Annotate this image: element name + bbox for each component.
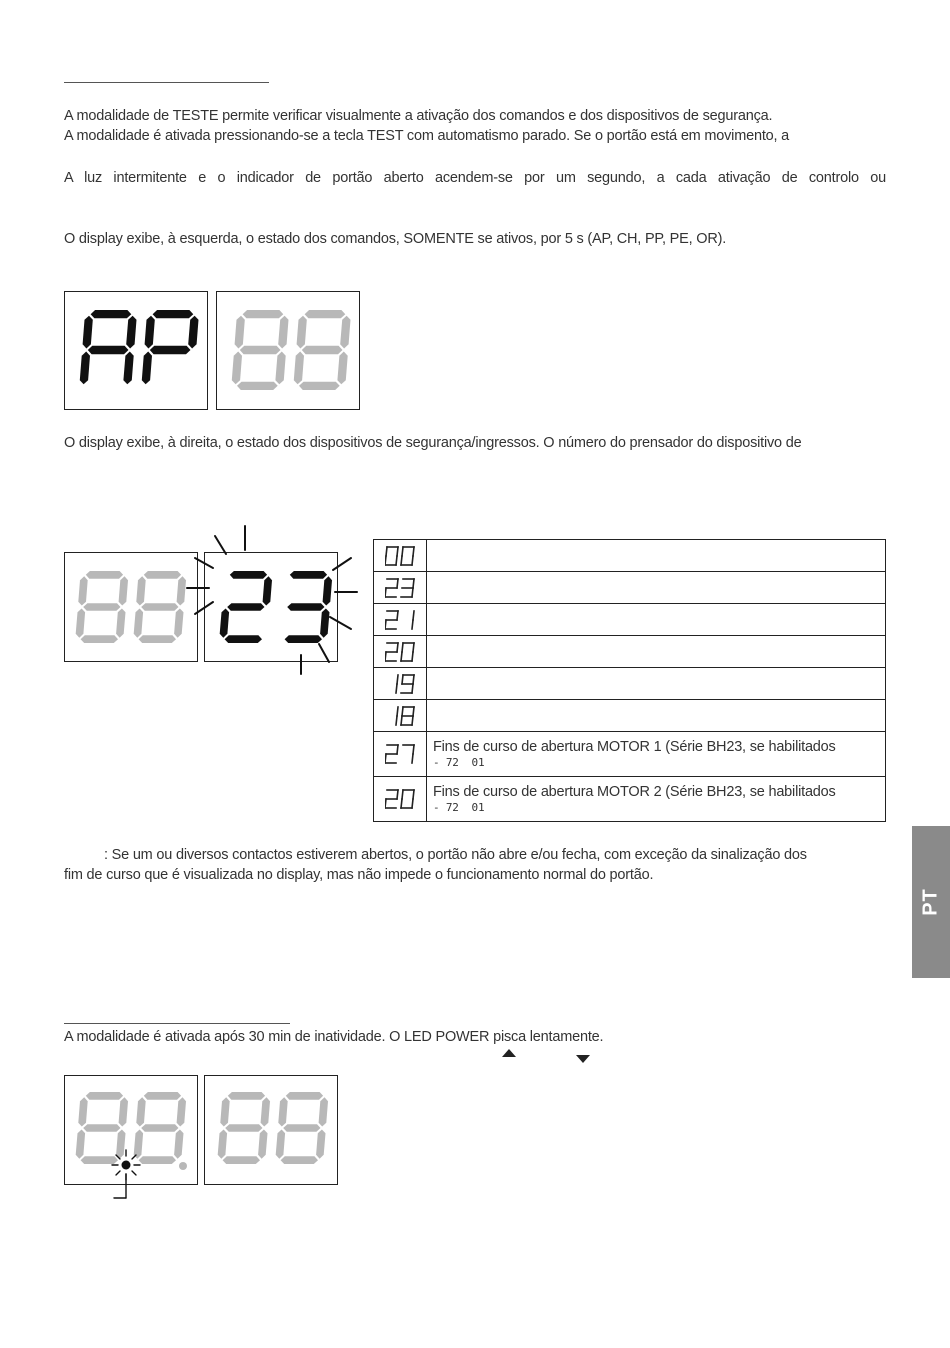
- code-cell: [374, 636, 427, 668]
- code-value: [385, 641, 415, 663]
- code-value: [385, 788, 415, 810]
- note-line-2: fim de curso que é visualizada no display, mas não impede o funcionamento normal do portão.: [64, 867, 654, 883]
- arrow-up-icon: [502, 1049, 516, 1057]
- code-description-text: Fins de curso de abertura MOTOR 1 (Série BH23, se habilitados: [433, 739, 836, 755]
- code-description: [427, 572, 886, 604]
- table-row: [374, 540, 886, 572]
- standby-paragraph: A modalidade é ativada após 30 min de inatividade. O LED POWER pisca lentamente.: [64, 1029, 604, 1045]
- code-cell: [374, 668, 427, 700]
- decimal-point-dot: [179, 1162, 187, 1170]
- seven-segment-digit: [134, 571, 186, 643]
- display-safety-left: [64, 552, 198, 662]
- code-cell: [374, 700, 427, 732]
- test-paragraph-line-1: A modalidade de TESTE permite verificar visualmente a ativação dos comandos e dos dispositivos de segurança.: [64, 108, 773, 124]
- code-description-sub: - 72 01: [433, 801, 485, 814]
- language-tab-label: PT: [919, 888, 942, 916]
- test-paragraph-line-2: A modalidade é ativada pressionando-se a tecla TEST com automatismo parado. Se o portão está em movimento, a: [64, 128, 790, 144]
- table-row: [374, 777, 886, 822]
- code-description-text: Fins de curso de abertura MOTOR 2 (Série BH23, se habilitados: [433, 784, 836, 800]
- language-tab: [912, 826, 950, 978]
- code-value: [385, 577, 415, 599]
- display-commands-left: [64, 291, 208, 410]
- code-cell: [374, 604, 427, 636]
- table-row: [374, 732, 886, 777]
- section-rule-standby: [64, 1023, 290, 1024]
- seven-segment-digit: [142, 310, 199, 384]
- display-commands-right: [216, 291, 360, 410]
- note-line-1: [64, 845, 886, 865]
- code-value: [385, 609, 415, 631]
- code-cell: [374, 540, 427, 572]
- table-row: [374, 700, 886, 732]
- code-description: [427, 777, 886, 822]
- blink-rays-icon: [185, 522, 365, 682]
- arrow-down-icon: [576, 1055, 590, 1063]
- display-right-paragraph: O display exibe, à direita, o estado dos dispositivos de segurança/ingressos. O número do prensador do dispositivo de: [64, 435, 802, 451]
- code-description: [427, 700, 886, 732]
- code-value: [385, 545, 415, 567]
- code-cell: [374, 572, 427, 604]
- code-description: [427, 732, 886, 777]
- code-description: [427, 668, 886, 700]
- code-description: [427, 540, 886, 572]
- seven-segment-digit: [232, 310, 289, 390]
- blinking-led-icon: [106, 1148, 146, 1200]
- seven-segment-digit: [294, 310, 351, 390]
- seven-segment-digit: [76, 571, 128, 643]
- table-row: [374, 572, 886, 604]
- table-row: [374, 668, 886, 700]
- code-cell: [374, 732, 427, 777]
- note-text: : Se um ou diversos contactos estiverem abertos, o portão não abre e/ou fecha, com exceção da sinalização dos: [104, 847, 807, 863]
- code-description: [427, 604, 886, 636]
- display-left-paragraph: O display exibe, à esquerda, o estado dos comandos, SOMENTE se ativos, por 5 s (AP, CH, PP, PE, OR).: [64, 231, 727, 247]
- seven-segment-digit: [218, 1092, 270, 1164]
- display-standby-right: [204, 1075, 338, 1185]
- table-row: [374, 604, 886, 636]
- safety-code-table: [373, 539, 886, 822]
- seven-segment-digit: [80, 310, 137, 384]
- table-row: [374, 636, 886, 668]
- section-rule-test: [64, 82, 269, 83]
- code-value: [385, 705, 415, 727]
- seven-segment-digit: [276, 1092, 328, 1164]
- code-value: [385, 743, 415, 765]
- code-description: [427, 636, 886, 668]
- code-cell: [374, 777, 427, 822]
- code-value: [385, 673, 415, 695]
- test-paragraph-line-3: A luz intermitente e o indicador de portão aberto acendem-se por um segundo, a cada ativação de controlo ou: [64, 170, 886, 186]
- code-description-sub: - 72 01: [433, 756, 485, 769]
